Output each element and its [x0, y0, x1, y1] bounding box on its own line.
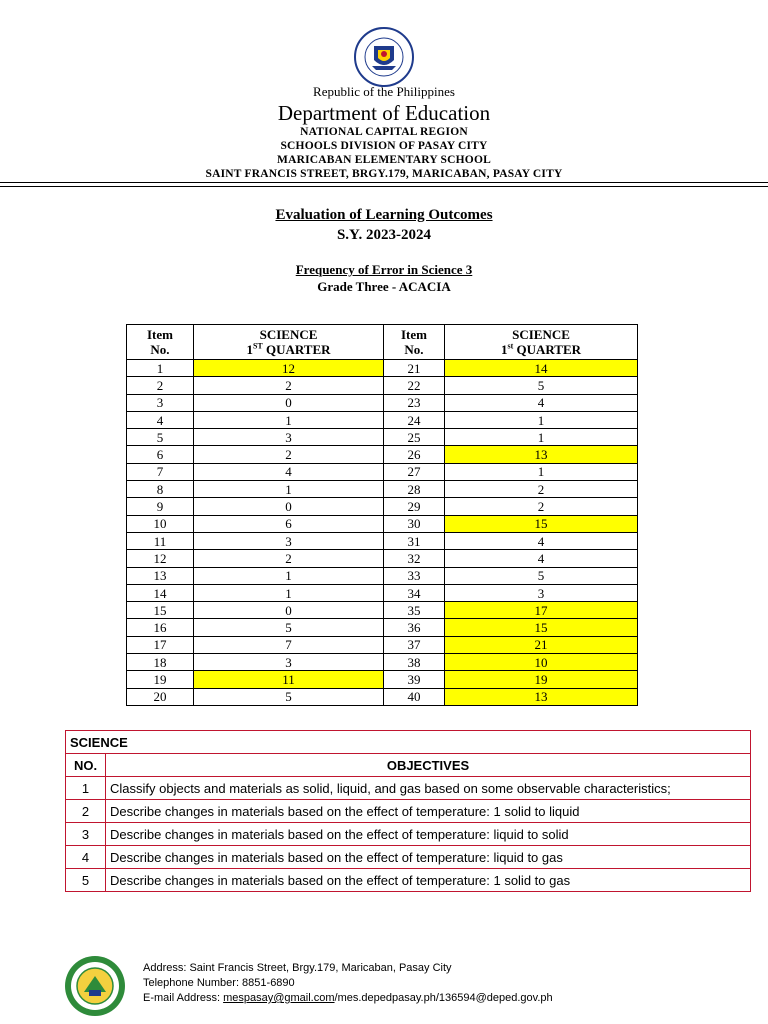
error-count: 1	[445, 411, 638, 428]
item-number: 20	[127, 688, 194, 705]
error-count: 1	[194, 411, 384, 428]
objective-text: Describe changes in materials based on the effect of temperature: 1 solid to gas	[106, 869, 751, 892]
error-count: 3	[194, 429, 384, 446]
school-address: SAINT FRANCIS STREET, BRGY.179, MARICABAN, PASAY CITY	[205, 168, 563, 180]
error-count: 0	[194, 602, 384, 619]
table-row	[127, 688, 638, 705]
no-column-header: NO.	[66, 754, 106, 777]
item-number: 33	[384, 567, 445, 584]
table-row	[127, 377, 638, 394]
error-count: 4	[194, 463, 384, 480]
objective-text: Describe changes in materials based on the effect of temperature: 1 solid to liquid	[106, 800, 751, 823]
error-count: 1	[194, 567, 384, 584]
table-row	[127, 515, 638, 532]
objective-number: 3	[66, 823, 106, 846]
item-no-header: Item No.	[127, 325, 194, 360]
item-number: 29	[384, 498, 445, 515]
error-count: 13	[445, 446, 638, 463]
table-row	[127, 360, 638, 377]
table-row	[66, 869, 751, 892]
error-count: 15	[445, 619, 638, 636]
error-count: 2	[194, 377, 384, 394]
objective-number: 5	[66, 869, 106, 892]
error-count: 6	[194, 515, 384, 532]
error-count: 5	[445, 567, 638, 584]
objectives-subject-row	[66, 731, 751, 754]
item-number: 15	[127, 602, 194, 619]
error-count: 7	[194, 636, 384, 653]
item-number: 26	[384, 446, 445, 463]
item-number: 1	[127, 360, 194, 377]
error-count: 1	[445, 429, 638, 446]
item-number: 24	[384, 411, 445, 428]
item-number: 36	[384, 619, 445, 636]
error-count: 12	[194, 360, 384, 377]
error-count: 4	[445, 550, 638, 567]
error-count: 4	[445, 532, 638, 549]
error-count: 3	[194, 532, 384, 549]
item-number: 37	[384, 636, 445, 653]
email-link[interactable]: mespasay@gmail.com	[223, 992, 335, 1004]
item-number: 9	[127, 498, 194, 515]
republic-label: Republic of the Philippines	[313, 84, 455, 99]
error-count: 5	[194, 619, 384, 636]
region-name: NATIONAL CAPITAL REGION	[300, 126, 468, 138]
table-row	[127, 446, 638, 463]
item-number: 40	[384, 688, 445, 705]
error-count: 4	[445, 394, 638, 411]
item-number: 3	[127, 394, 194, 411]
table-row	[127, 584, 638, 601]
deped-seal-logo	[344, 26, 424, 88]
error-count: 5	[194, 688, 384, 705]
item-number: 32	[384, 550, 445, 567]
error-count: 2	[445, 498, 638, 515]
footer-telephone: Telephone Number: 8851-6890	[143, 977, 295, 989]
objective-number: 1	[66, 777, 106, 800]
footer-address: Address: Saint Francis Street, Brgy.179, Maricaban, Pasay City	[143, 962, 452, 974]
error-count: 19	[445, 671, 638, 688]
item-number: 27	[384, 463, 445, 480]
item-number: 35	[384, 602, 445, 619]
item-number: 30	[384, 515, 445, 532]
department-name: Department of Education	[277, 101, 491, 125]
table-header-row	[127, 325, 638, 360]
frequency-of-error-table	[126, 324, 638, 706]
item-number: 4	[127, 411, 194, 428]
objectives-header-row	[66, 754, 751, 777]
error-count: 5	[445, 377, 638, 394]
item-number: 8	[127, 481, 194, 498]
error-count: 13	[445, 688, 638, 705]
item-number: 2	[127, 377, 194, 394]
error-count: 2	[194, 550, 384, 567]
error-count: 3	[194, 654, 384, 671]
table-row	[127, 481, 638, 498]
science-quarter-header: SCIENCE 1ST QUARTER	[194, 325, 384, 360]
table-row	[66, 800, 751, 823]
item-number: 39	[384, 671, 445, 688]
item-number: 5	[127, 429, 194, 446]
objective-text: Describe changes in materials based on the effect of temperature: liquid to solid	[106, 823, 751, 846]
error-count: 10	[445, 654, 638, 671]
email-rest: /mes.depedpasay.ph/136594@deped.gov.ph	[334, 992, 553, 1004]
table-row	[66, 846, 751, 869]
subject-label: SCIENCE	[66, 731, 751, 754]
table-row	[127, 619, 638, 636]
error-count: 21	[445, 636, 638, 653]
grade-section: Grade Three - ACACIA	[317, 279, 451, 294]
school-logo	[56, 954, 134, 1018]
item-number: 7	[127, 463, 194, 480]
error-count: 17	[445, 602, 638, 619]
table-row	[127, 567, 638, 584]
item-number: 21	[384, 360, 445, 377]
evaluation-title: Evaluation of Learning Outcomes	[275, 207, 493, 223]
footer-email	[143, 992, 553, 1004]
header-divider	[0, 182, 768, 183]
table-row	[127, 498, 638, 515]
division-name: SCHOOLS DIVISION OF PASAY CITY	[280, 140, 488, 152]
objective-text: Describe changes in materials based on the effect of temperature: liquid to gas	[106, 846, 751, 869]
item-number: 25	[384, 429, 445, 446]
table-row	[127, 532, 638, 549]
error-count: 14	[445, 360, 638, 377]
school-year: S.Y. 2023-2024	[336, 227, 432, 243]
header-divider-thin	[0, 186, 768, 187]
email-label: E-mail Address:	[143, 992, 224, 1004]
item-number: 28	[384, 481, 445, 498]
objectives-column-header: OBJECTIVES	[106, 754, 751, 777]
item-number: 6	[127, 446, 194, 463]
item-number: 38	[384, 654, 445, 671]
item-number: 17	[127, 636, 194, 653]
table-row	[127, 602, 638, 619]
table-row	[127, 394, 638, 411]
error-count: 1	[194, 481, 384, 498]
item-no-header: Item No.	[384, 325, 445, 360]
table-row	[127, 550, 638, 567]
table-row	[66, 823, 751, 846]
error-count: 2	[445, 481, 638, 498]
error-count: 11	[194, 671, 384, 688]
table-row	[127, 636, 638, 653]
objective-number: 4	[66, 846, 106, 869]
objective-text: Classify objects and materials as solid, liquid, and gas based on some observable characteristics;	[106, 777, 751, 800]
table-row	[127, 463, 638, 480]
item-number: 14	[127, 584, 194, 601]
item-number: 31	[384, 532, 445, 549]
science-quarter-header: SCIENCE 1st QUARTER	[445, 325, 638, 360]
table-row	[127, 654, 638, 671]
table-row	[127, 671, 638, 688]
school-name: MARICABAN ELEMENTARY SCHOOL	[277, 154, 491, 166]
error-count: 1	[445, 463, 638, 480]
objective-number: 2	[66, 800, 106, 823]
error-count: 0	[194, 498, 384, 515]
item-number: 13	[127, 567, 194, 584]
error-count: 2	[194, 446, 384, 463]
item-number: 34	[384, 584, 445, 601]
item-number: 22	[384, 377, 445, 394]
item-number: 16	[127, 619, 194, 636]
table-row	[66, 777, 751, 800]
table-row	[127, 429, 638, 446]
error-count: 1	[194, 584, 384, 601]
item-number: 23	[384, 394, 445, 411]
objectives-table	[65, 730, 751, 892]
frequency-title: Frequency of Error in Science 3	[295, 262, 473, 277]
item-number: 10	[127, 515, 194, 532]
table-row	[127, 411, 638, 428]
item-number: 12	[127, 550, 194, 567]
item-number: 11	[127, 532, 194, 549]
item-number: 18	[127, 654, 194, 671]
error-count: 15	[445, 515, 638, 532]
item-number: 19	[127, 671, 194, 688]
error-count: 3	[445, 584, 638, 601]
error-count: 0	[194, 394, 384, 411]
